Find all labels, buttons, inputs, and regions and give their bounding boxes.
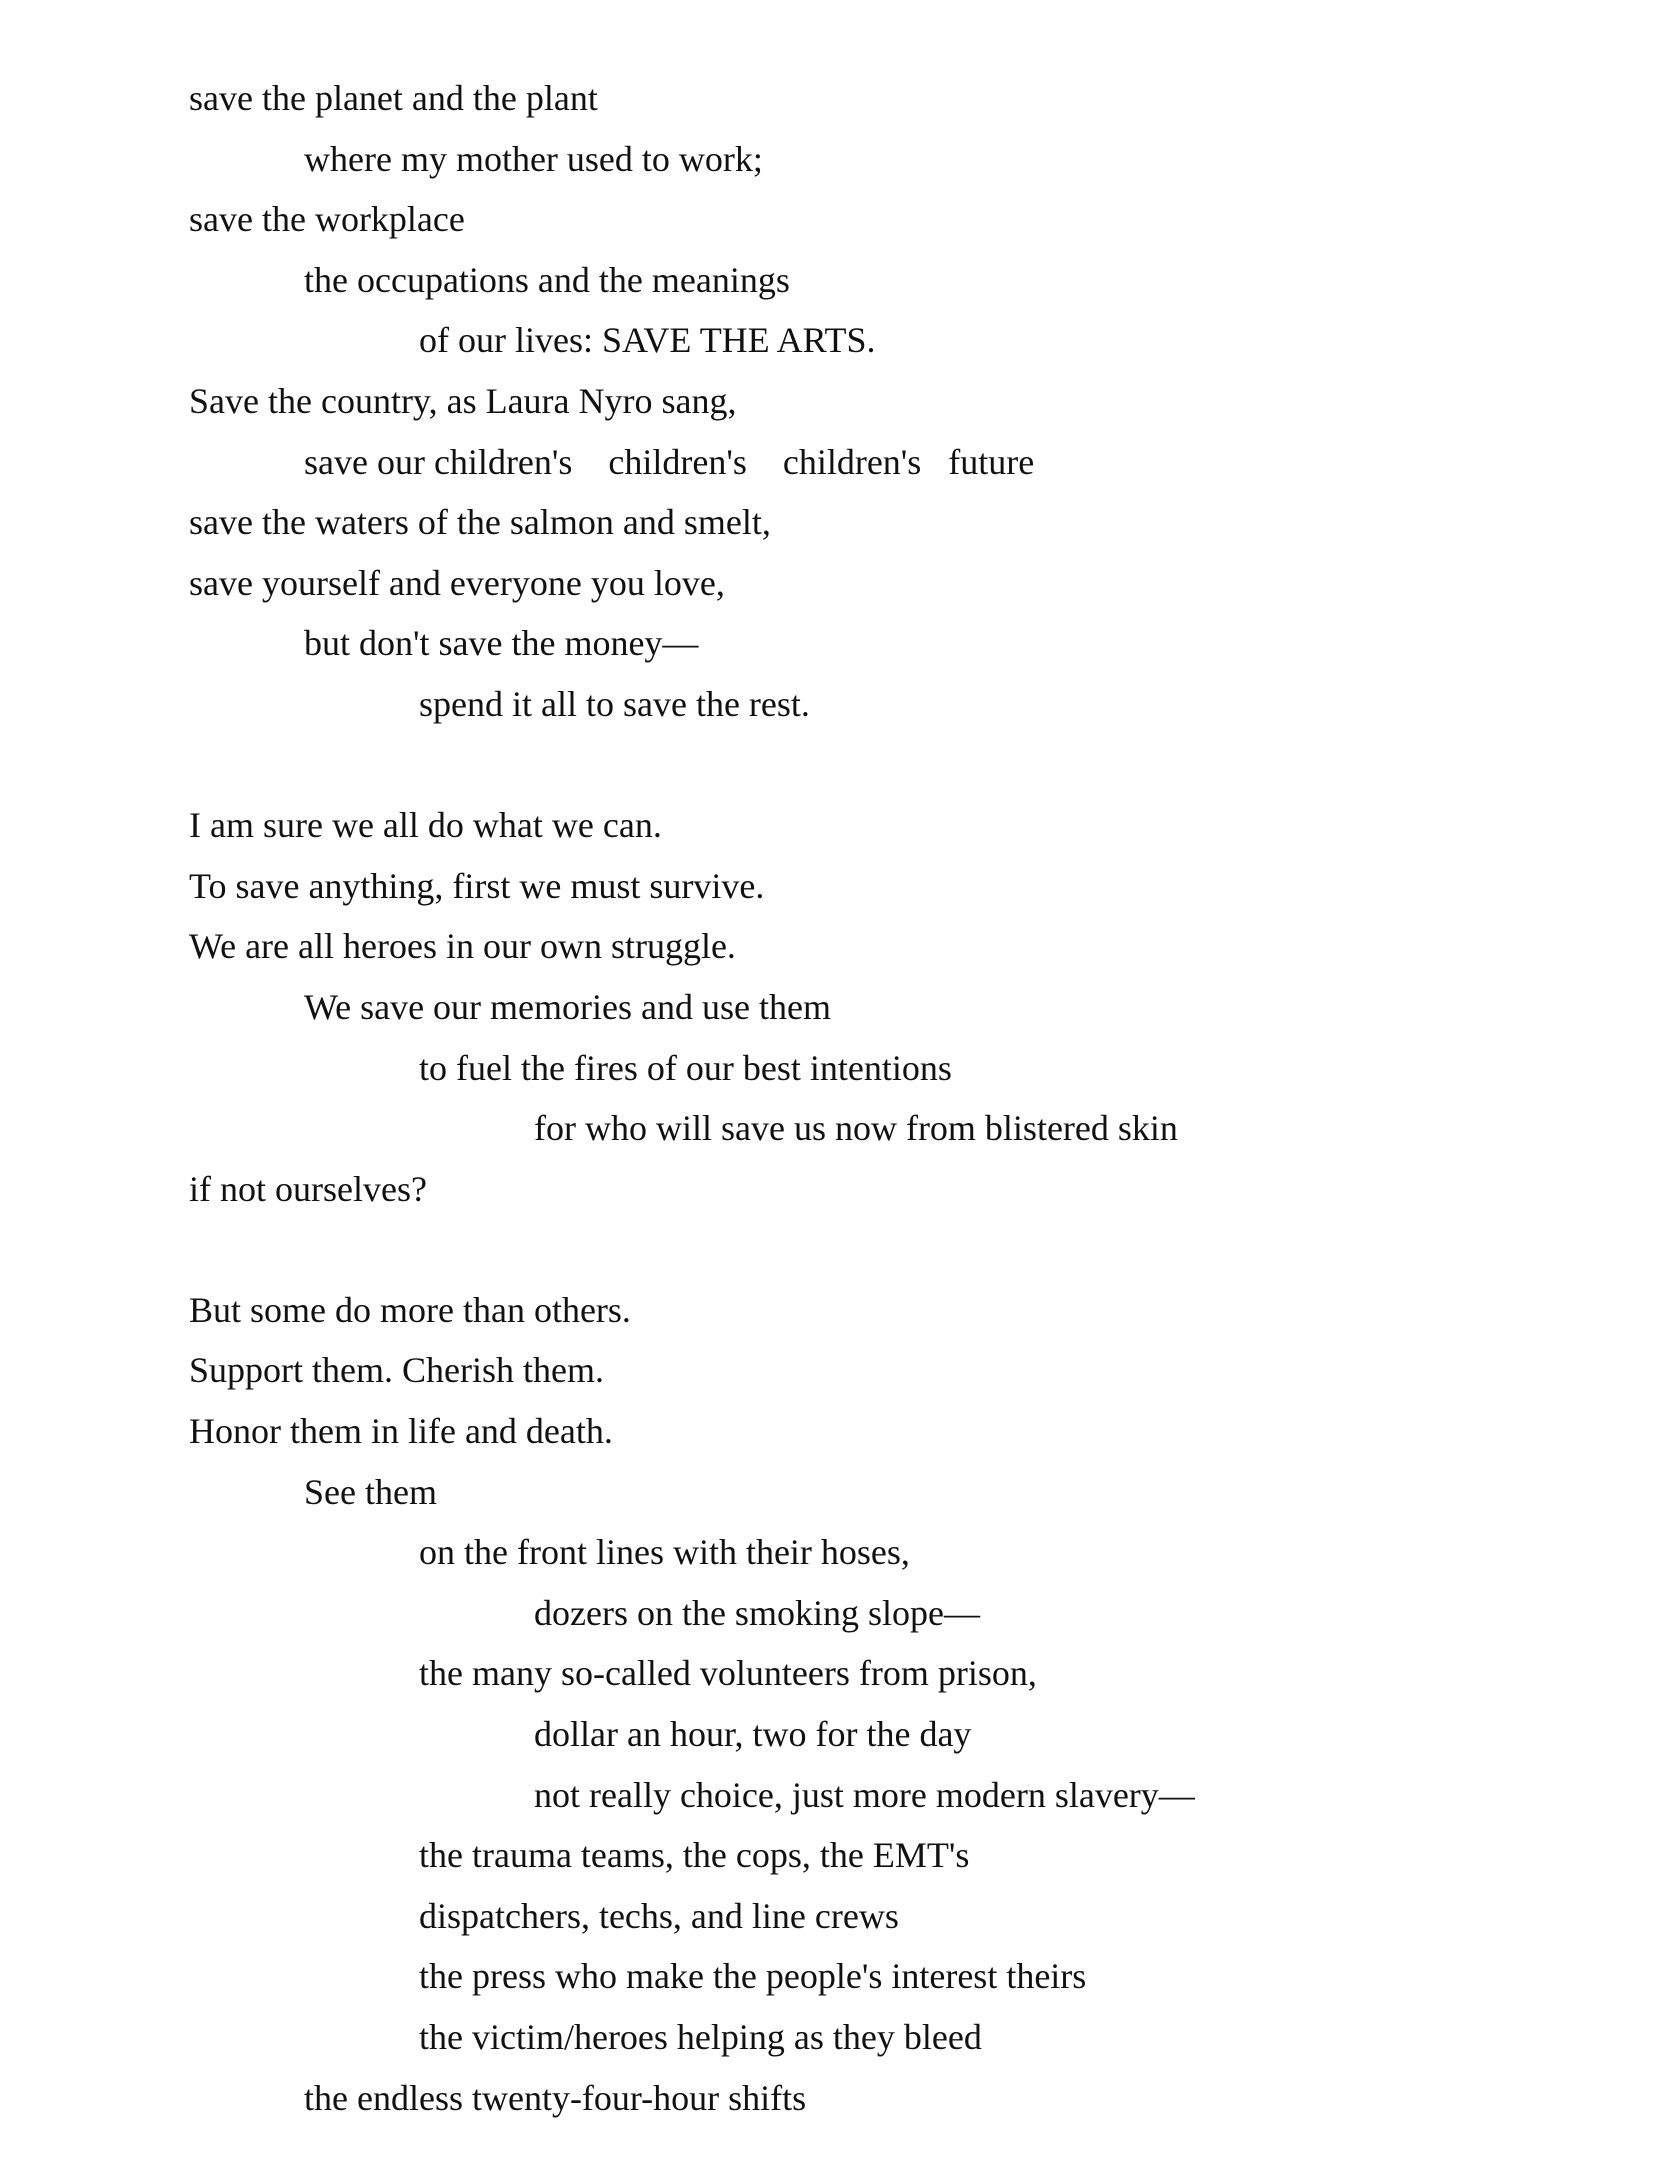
stanza-break [0, 735, 1668, 796]
poem-line: the trauma teams, the cops, the EMT's [419, 1835, 970, 1876]
poem-line: Honor them in life and death. [189, 1411, 613, 1452]
poem-line: the press who make the people's interest theirs [419, 1956, 1087, 1997]
poem-line: save our children's children's children's future [304, 441, 1035, 482]
poem-line: the endless twenty-four-hour shifts [304, 2077, 807, 2118]
poem-line: of our lives: SAVE THE ARTS. [419, 320, 876, 361]
poem-line: We are all heroes in our own struggle. [189, 926, 736, 967]
poem-line: Support them. Cherish them. [189, 1350, 604, 1391]
stanza-3 [0, 1280, 1668, 2128]
poem-line: dozers on the smoking slope— [534, 1592, 980, 1633]
poem-line: Save the country, as Laura Nyro sang, [189, 380, 737, 421]
poem-line: not really choice, just more modern slavery— [534, 1774, 1195, 1815]
poem-line: spend it all to save the rest. [419, 683, 810, 724]
poem-line: save the workplace [189, 199, 465, 240]
poem-line: the victim/heroes helping as they bleed [419, 2017, 982, 2057]
poem-line: dollar an hour, two for the day [534, 1714, 972, 1755]
stanza-2 [0, 795, 1668, 1219]
poem-line: but don't save the money— [304, 623, 699, 664]
poem-line: if not ourselves? [189, 1168, 427, 1209]
poem-line: the many so-called volunteers from prison, [419, 1653, 1037, 1694]
poem-line: save the waters of the salmon and smelt, [189, 502, 771, 543]
poem-line: We save our memories and use them [304, 986, 831, 1027]
poem-line: the occupations and the meanings [304, 259, 790, 300]
poem-text [0, 68, 1668, 2128]
poem-line: But some do more than others. [189, 1289, 631, 1330]
poem-line: dispatchers, techs, and line crews [419, 1895, 899, 1936]
poem-line: for who will save us now from blistered skin [534, 1108, 1178, 1149]
poem-line: See them [304, 1471, 437, 1512]
poem-line: save the planet and the plant [189, 78, 598, 118]
poem-line: to fuel the fires of our best intentions [419, 1047, 952, 1088]
poem-line: where my mother used to work; [304, 138, 763, 179]
stanza-break [0, 1219, 1668, 1280]
stanza-1 [0, 68, 1668, 735]
poem-line: To save anything, first we must survive. [189, 865, 765, 906]
poem-line: I am sure we all do what we can. [189, 805, 662, 846]
poem-line: on the front lines with their hoses, [419, 1532, 910, 1573]
poem-line: save yourself and everyone you love, [189, 562, 725, 603]
